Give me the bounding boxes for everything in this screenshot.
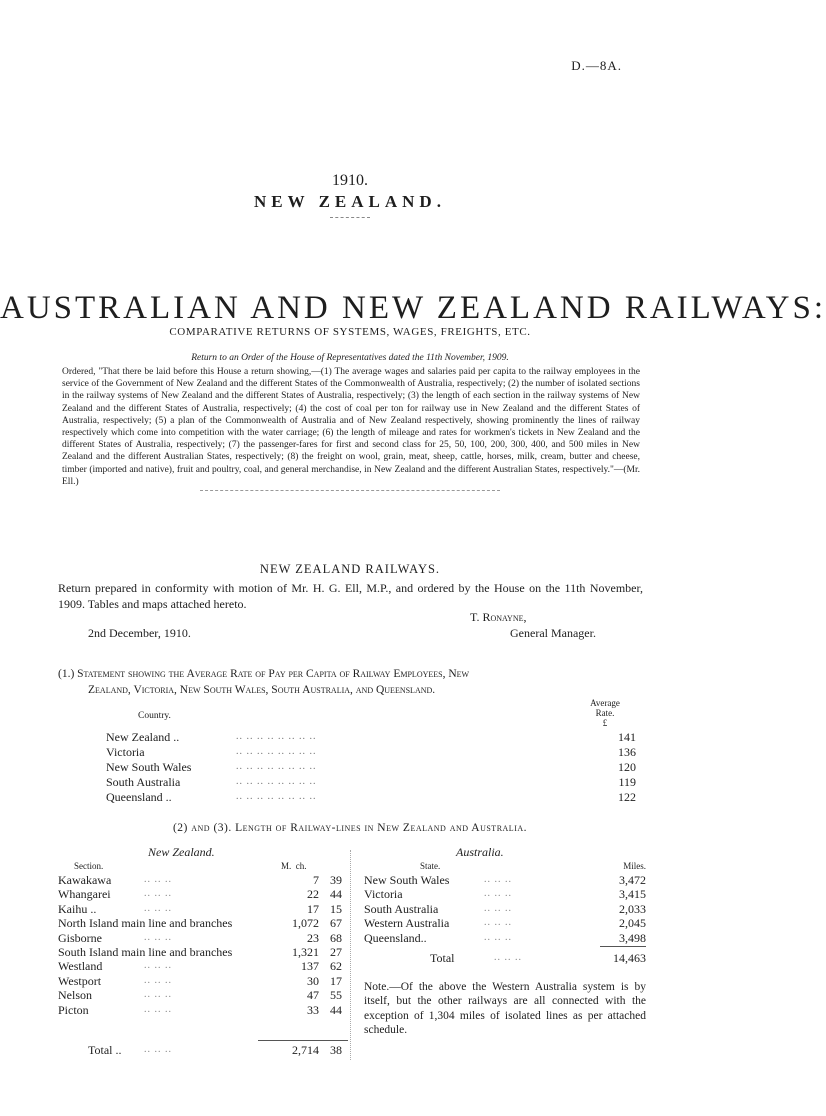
section-column-header: Section. bbox=[74, 861, 104, 871]
subtitle: COMPARATIVE RETURNS OF SYSTEMS, WAGES, FREIGHTS, ETC. bbox=[169, 326, 531, 338]
chains-value: 55 bbox=[330, 988, 342, 1003]
state-name: Queensland.. bbox=[364, 930, 427, 945]
section-name: Westland bbox=[58, 959, 103, 974]
total-rule bbox=[258, 1040, 348, 1041]
chains-value: 27 bbox=[330, 944, 342, 959]
signature-title: General Manager. bbox=[510, 626, 596, 640]
miles-value: 17 bbox=[307, 901, 319, 916]
table-row bbox=[58, 945, 348, 959]
table-row bbox=[106, 760, 636, 775]
order-text: Ordered, "That there be laid before this House a return showing,—(1) The average wages and salaries paid per capita to the railway employees in the service of the Government of New Zealand and the different States of the Commonwealth of Australia, respectively; (2) the number of isolated sections in the railway systems of New Zealand and the different States of Australia, respectively; (3) the length of each section in the railway systems of New Zealand and the different States of Australia, respectively; (4) the cost of coal per ton for railway use in New Zealand and the different States of Australia, respectively; (5) a plan of the Commonwealth of Australia and of New Zealand respectively, showing prominently the lines of railway respectively which come into competition with the water carriage; (6) the length of mileage and rates for workmen's tickets in New Zealand and the different States of Australia, respectively; (7) the passenger-fares for first and second class for 25, 50, 100, 200, 300, 400, and 500 miles in New Zealand and the different Australian States, respectively; (8) the freight on wool, grain, meat, sheep, cattle, horses, milk, cream, butter and cheese, timber (imported and native), fruit and poultry, coal, and general merchandise, in New Zealand and the different Australian States, respectively."—(Mr. Ell.) bbox=[62, 367, 640, 487]
chains-value: 17 bbox=[330, 973, 342, 988]
leader-dots: .. .. .. bbox=[484, 931, 512, 943]
statement-1-line-2: Zealand, Victoria, New South Wales, South Australia, and Queensland. bbox=[88, 684, 436, 696]
table-row bbox=[58, 887, 348, 901]
leader-dots: .. .. .. bbox=[494, 952, 522, 963]
miles-value: 2,033 bbox=[619, 901, 646, 916]
rate-value: 141 bbox=[618, 730, 636, 744]
table-row bbox=[58, 959, 348, 973]
total-chains: 38 bbox=[330, 1043, 342, 1057]
document-date: 2nd December, 1910. bbox=[88, 626, 191, 640]
section-name: Nelson bbox=[58, 988, 92, 1003]
chains-value: 44 bbox=[330, 887, 342, 902]
table-row bbox=[106, 745, 636, 760]
page-reference: D.—8A. bbox=[571, 58, 622, 73]
section-name: Whangarei bbox=[58, 887, 111, 902]
statement-1-heading bbox=[58, 666, 643, 698]
country-column-header: Country. bbox=[138, 711, 171, 721]
rates-table bbox=[106, 730, 636, 805]
table-row bbox=[106, 730, 636, 745]
chains-value: 62 bbox=[330, 959, 342, 974]
leader-dots: .. .. .. bbox=[484, 902, 512, 914]
leader-dots: .. .. .. bbox=[144, 1044, 172, 1055]
chains-value: 68 bbox=[330, 930, 342, 945]
table-row bbox=[364, 873, 650, 887]
state-name: Victoria bbox=[364, 887, 403, 902]
leader-dots: .. .. .. .. .. .. .. .. bbox=[236, 761, 317, 772]
table-row bbox=[58, 974, 348, 988]
divider bbox=[330, 217, 370, 218]
chains-value: 15 bbox=[330, 901, 342, 916]
country-name: South Australia bbox=[106, 775, 181, 789]
miles-value: 22 bbox=[307, 887, 319, 902]
total-label: Total bbox=[430, 951, 455, 965]
miles-column-header: Miles. bbox=[623, 861, 646, 871]
miles-value: 1,072 bbox=[292, 916, 319, 931]
rate-header-rate: Rate. bbox=[595, 708, 615, 718]
rate-header-average: Average bbox=[590, 698, 620, 708]
leader-dots: .. .. .. bbox=[144, 888, 172, 900]
state-name: New South Wales bbox=[364, 873, 450, 887]
miles-value: 1,321 bbox=[292, 944, 319, 959]
country-name: Queensland .. bbox=[106, 790, 172, 804]
leader-dots: .. .. .. bbox=[144, 902, 172, 914]
rate-value: 120 bbox=[618, 760, 636, 774]
section-title: NEW ZEALAND RAILWAYS. bbox=[259, 562, 441, 576]
nz-length-table bbox=[58, 873, 348, 1017]
leader-dots: .. .. .. bbox=[484, 888, 512, 900]
ch-header: ch. bbox=[295, 861, 307, 871]
chains-value: 39 bbox=[330, 873, 342, 887]
section-name: Kawakawa bbox=[58, 873, 112, 887]
section-name: Gisborne bbox=[58, 930, 102, 945]
leader-dots: .. .. .. bbox=[144, 989, 172, 1001]
rate-column-header bbox=[580, 698, 630, 728]
divider bbox=[200, 490, 500, 491]
table-row bbox=[58, 916, 348, 930]
rate-value: 136 bbox=[618, 745, 636, 759]
miles-value: 3,498 bbox=[619, 930, 646, 945]
section-name: Picton bbox=[58, 1002, 89, 1017]
statement-1-line-1: (1.) Statement showing the Average Rate of Pay per Capita of Railway Employees, New bbox=[58, 668, 470, 680]
table-row bbox=[364, 931, 650, 945]
total-miles: 14,463 bbox=[613, 951, 646, 965]
leader-dots: .. .. .. bbox=[144, 1003, 172, 1015]
section-name: South Island main line and branches bbox=[58, 944, 233, 959]
return-paragraph: Return prepared in conformity with motion of Mr. H. G. Ell, M.P., and ordered by the House on the 11th November, 1909. Tables and maps attached hereto. bbox=[58, 581, 643, 611]
miles-value: 33 bbox=[307, 1002, 319, 1017]
table-row bbox=[58, 902, 348, 916]
document-year: 1910. bbox=[332, 172, 368, 189]
main-title: AUSTRALIAN AND NEW ZEALAND RAILWAYS: bbox=[0, 290, 826, 326]
country-name: New South Wales bbox=[106, 760, 192, 774]
country-name: Victoria bbox=[106, 745, 145, 759]
state-column-header: State. bbox=[420, 861, 441, 871]
total-label: Total .. bbox=[88, 1043, 122, 1057]
rate-value: 122 bbox=[618, 790, 636, 804]
statement-2-heading: (2) and (3). Length of Railway-lines in New Zealand and Australia. bbox=[172, 822, 528, 834]
leader-dots: .. .. .. bbox=[144, 974, 172, 986]
chains-value: 44 bbox=[330, 1002, 342, 1017]
state-name: South Australia bbox=[364, 901, 439, 916]
leader-dots: .. .. .. bbox=[144, 874, 172, 885]
section-name: Kaihu .. bbox=[58, 901, 97, 916]
chains-value: 67 bbox=[330, 916, 342, 931]
miles-value: 2,045 bbox=[619, 916, 646, 931]
leader-dots: .. .. .. bbox=[144, 931, 172, 943]
total-rule bbox=[600, 946, 646, 947]
miles-value: 30 bbox=[307, 973, 319, 988]
leader-dots: .. .. .. .. .. .. .. .. bbox=[236, 746, 317, 757]
table-row bbox=[364, 887, 650, 901]
column-divider bbox=[350, 850, 351, 1060]
leader-dots: .. .. .. .. .. .. .. .. bbox=[236, 776, 317, 787]
rate-value: 119 bbox=[618, 775, 636, 789]
table-row bbox=[58, 873, 348, 887]
table-row bbox=[58, 931, 348, 945]
return-order-line: Return to an Order of the House of Representatives dated the 11th November, 1909. bbox=[191, 353, 509, 363]
leader-dots: .. .. .. bbox=[144, 960, 172, 972]
au-length-table bbox=[364, 873, 650, 945]
signature-name: T. Ronayne, bbox=[470, 610, 527, 624]
miles-value: 3,415 bbox=[619, 887, 646, 902]
table-row bbox=[106, 775, 636, 790]
leader-dots: .. .. .. .. .. .. .. .. bbox=[236, 731, 317, 742]
miles-value: 23 bbox=[307, 930, 319, 945]
table-row bbox=[364, 902, 650, 916]
leader-dots: .. .. .. .. .. .. .. .. bbox=[236, 791, 317, 802]
miles-value: 137 bbox=[301, 959, 319, 974]
nz-table-heading: New Zealand. bbox=[148, 845, 215, 859]
table-row bbox=[106, 790, 636, 805]
total-miles: 2,714 bbox=[292, 1043, 319, 1057]
table-row bbox=[58, 1003, 348, 1017]
leader-dots: .. .. .. bbox=[484, 874, 512, 885]
miles-value: 7 bbox=[313, 873, 319, 887]
miles-value: 47 bbox=[307, 988, 319, 1003]
rate-header-unit: £ bbox=[602, 718, 608, 728]
m-header: M. bbox=[281, 861, 292, 871]
table-row bbox=[58, 988, 348, 1002]
state-name: Western Australia bbox=[364, 916, 450, 931]
au-table-heading: Australia. bbox=[456, 845, 504, 859]
country-heading: NEW ZEALAND. bbox=[254, 192, 446, 211]
section-name: Westport bbox=[58, 973, 102, 988]
note-paragraph: Note.—Of the above the Western Australia system is by itself, but the other railways are all connected with the exception of 1,304 miles of isolated lines as per attached schedule. bbox=[364, 981, 646, 1036]
country-name: New Zealand .. bbox=[106, 730, 180, 744]
table-row bbox=[364, 916, 650, 930]
miles-value: 3,472 bbox=[619, 873, 646, 887]
leader-dots: .. .. .. bbox=[484, 917, 512, 929]
m-ch-column-header bbox=[281, 861, 341, 871]
section-name: North Island main line and branches bbox=[58, 916, 233, 931]
